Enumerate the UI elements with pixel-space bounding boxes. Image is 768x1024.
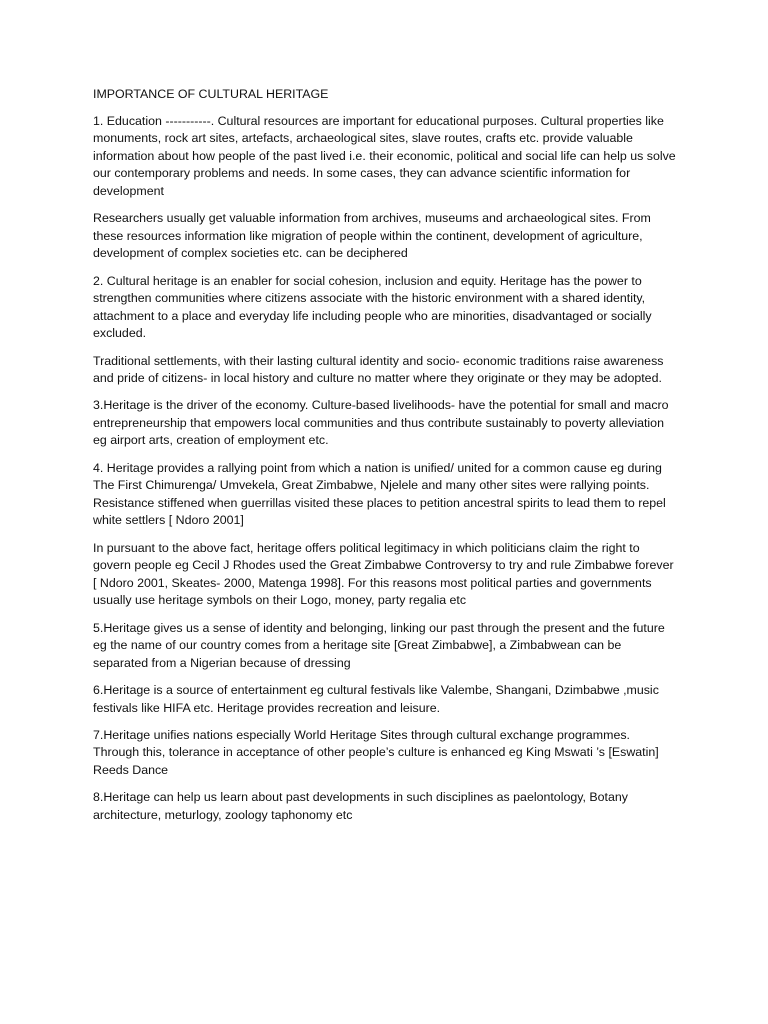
paragraph-researchers: Researchers usually get valuable information from archives, museums and archaeological sites. From these resources information like migration of people within the continent, development of agriculture, development of complex societies etc. can be deciphered [93,211,651,261]
paragraph-unifies-nations: 7.Heritage unifies nations especially World Heritage Sites through cultural exchange programmes. Through this, tolerance in acceptance of other people’s culture is enhanced eg King Mswati ’s [Eswatin] Reeds Dance [93,727,659,777]
paragraph-identity: 5.Heritage gives us a sense of identity and belonging, linking our past through the present and the future eg the name of our country comes from a heritage site [Great Zimbabwe], a Zimbabwean can be separated from a Nigerian because of dressing [93,620,665,670]
paragraph-entertainment: 6.Heritage is a source of entertainment eg cultural festivals like Valembe, Shangani, Dzimbabwe ,music festivals like HIFA etc. Heritage provides recreation and leisure. [93,682,659,715]
paragraph-traditional-settlements: Traditional settlements, with their lasting cultural identity and socio- economic traditions raise awareness and pride of citizens- in local history and culture no matter where they originate or they may be adopted. [93,353,664,386]
document-title: IMPORTANCE OF CULTURAL HERITAGE [93,87,329,101]
paragraph-social-cohesion: 2. Cultural heritage is an enabler for social cohesion, inclusion and equity. Heritage has the power to strengthen communities where citizens associate with the historic environment with a shared identity, attachment to a place and everyday life including people who are minorities, disadvantaged or socially excluded. [93,273,652,341]
paragraph-rallying-point: 4. Heritage provides a rallying point from which a nation is unified/ united for a common cause eg during The First Chimurenga/ Umvekela, Great Zimbabwe, Njelele and many other sites were rallying points. Resistance stiffened when guerrillas visited these places to petition ancestral spirits to lead them to repel white settlers [ Ndoro 2001] [93,460,666,528]
paragraph-political-legitimacy: In pursuant to the above fact, heritage offers political legitimacy in which politicians claim the right to govern people eg Cecil J Rhodes used the Great Zimbabwe Controversy to try and rule Zimbabwe forever [ Ndoro 2001, Skeates- 2000, Matenga 1998]. For this reasons most political parties and governments usually use heritage symbols on their Logo, money, party regalia etc [93,540,674,608]
paragraph-past-developments: 8.Heritage can help us learn about past developments in such disciplines as paelontology, Botany architecture, meturlogy, zoology taphonomy etc [93,790,628,822]
paragraph-economy: 3.Heritage is the driver of the economy. Culture-based livelihoods- have the potential for small and macro entrepreneurship that empowers local communities and thus contribute sustainably to poverty alleviation eg airport arts, creation of employment etc. [93,398,669,448]
paragraph-education: 1. Education -----------. Cultural resources are important for educational purposes. Cultural properties like monuments, rock art sites, artefacts, archaeological sites, slave routes, crafts etc. provide valuable information about how people of the past lived i.e. their economic, political and social life can help us solve our contemporary problems and needs. In some cases, they can advance scientific information for development [93,113,676,198]
document-page [93,86,679,834]
